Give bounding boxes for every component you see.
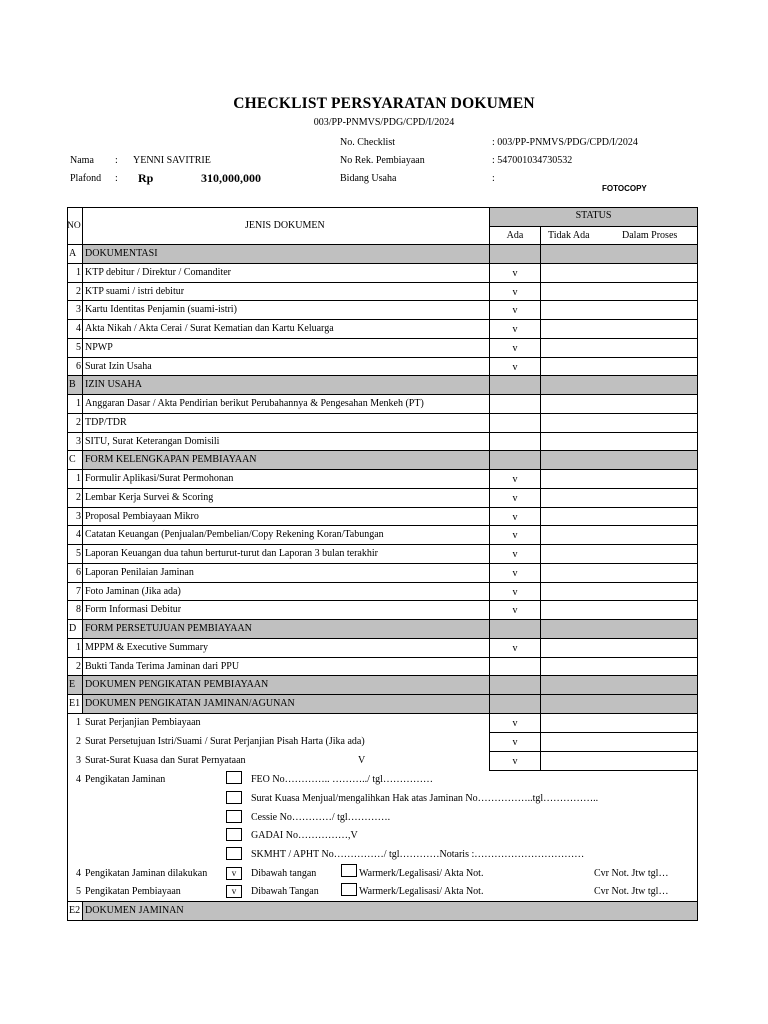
ada-check: v — [512, 568, 518, 579]
row-number: 2 — [76, 286, 81, 297]
covernote-option: Cvr Not. Jtw tgl… — [594, 868, 669, 879]
section-code: E1 — [69, 698, 81, 709]
row-number: 4 — [76, 774, 81, 785]
dibawah-tangan-option: Dibawah tangan — [251, 868, 317, 879]
dibawah-tangan-pembiayaan-checkbox[interactable]: v — [226, 885, 242, 898]
row-label: Anggaran Dasar / Akta Pendirian berikut Perubahannya & Pengesahan Menkeh (PT) — [85, 398, 424, 409]
row-label: NPWP — [85, 342, 113, 353]
feo-option: FEO No………….. ………../ tgl…………… — [251, 774, 433, 785]
section-title: FORM PERSETUJUAN PEMBIAYAAN — [85, 623, 252, 634]
warmerk-checkbox[interactable] — [341, 864, 357, 877]
ada-check: v — [512, 587, 518, 598]
row-number: 2 — [76, 417, 81, 428]
bidang-usaha-value: : — [492, 173, 495, 184]
ada-check: v — [512, 493, 518, 504]
row-label: Laporan Penilaian Jaminan — [85, 567, 194, 578]
ada-check: v — [512, 343, 518, 354]
warmerk-option: Warmerk/Legalisasi/ Akta Not. — [359, 868, 484, 879]
row-number: 4 — [76, 529, 81, 540]
row-label: Formulir Aplikasi/Surat Permohonan — [85, 473, 234, 484]
plafond-value: 310,000,000 — [201, 171, 261, 185]
row-number: 1 — [76, 267, 81, 278]
section-title: FORM KELENGKAPAN PEMBIAYAAN — [85, 454, 257, 465]
row-number: 3 — [76, 436, 81, 447]
section-code: E2 — [69, 905, 81, 916]
section-title: DOKUMENTASI — [85, 248, 158, 259]
row-label: Catatan Keuangan (Penjualan/Pembelian/Copy Rekening Koran/Tabungan — [85, 529, 384, 540]
header-jenis-dokumen: JENIS DOKUMEN — [245, 220, 325, 231]
row-label: Akta Nikah / Akta Cerai / Surat Kematian dan Kartu Keluarga — [85, 323, 334, 334]
row-label: Laporan Keuangan dua tahun berturut-turut dan Laporan 3 bulan terakhir — [85, 548, 378, 559]
row-label: Foto Jaminan (Jika ada) — [85, 586, 181, 597]
section-title: DOKUMEN JAMINAN — [85, 905, 184, 916]
dibawah-tangan-pembiayaan-option: Dibawah Tangan — [251, 886, 319, 897]
header-no: NO — [67, 221, 81, 231]
gadai-checkbox[interactable] — [226, 828, 242, 841]
cessie-option: Cessie No…………/ tgl…………. — [251, 812, 391, 823]
row-number: 1 — [76, 717, 81, 728]
warmerk-pembiayaan-checkbox[interactable] — [341, 883, 357, 896]
row-label: Surat-Surat Kuasa dan Surat Pernyataan — [85, 755, 246, 766]
row-number: 5 — [76, 886, 81, 897]
ada-check: v — [512, 643, 518, 654]
row-extra-mark: V — [358, 755, 366, 766]
row-label: MPPM & Executive Summary — [85, 642, 209, 653]
ada-check: v — [512, 756, 518, 767]
ada-check: v — [512, 512, 518, 523]
bidang-usaha-label: Bidang Usaha — [340, 173, 397, 184]
gadai-option: GADAI No……………,V — [251, 830, 358, 841]
section-title: DOKUMEN PENGIKATAN JAMINAN/AGUNAN — [85, 698, 295, 709]
row-number: 3 — [76, 304, 81, 315]
row-number: 6 — [76, 567, 81, 578]
row-number: 3 — [76, 755, 81, 766]
no-rek-value: : 547001034730532 — [492, 155, 573, 166]
skmht-checkbox[interactable] — [226, 847, 242, 860]
row-label: KTP suami / istri debitur — [85, 286, 185, 297]
page-title: CHECKLIST PERSYARATAN DOKUMEN — [233, 95, 535, 112]
ada-check: v — [512, 605, 518, 616]
surat-kuasa-checkbox[interactable] — [226, 791, 242, 804]
ada-check: v — [512, 305, 518, 316]
nama-separator: : — [115, 155, 118, 166]
fotocopy-label: FOTOCOPY — [602, 184, 647, 193]
row-label: KTP debitur / Direktur / Comanditer — [85, 267, 231, 278]
ada-check: v — [512, 549, 518, 560]
row-number: 1 — [76, 398, 81, 409]
row-number: 5 — [76, 548, 81, 559]
row-label: Form Informasi Debitur — [85, 604, 182, 615]
document-code: 003/PP-PNMVS/PDG/CPD/I/2024 — [313, 117, 455, 128]
plafond-currency: Rp — [138, 171, 154, 185]
plafond-label: Plafond — [70, 173, 102, 184]
skmht-option: SKMHT / APHT No……………/ tgl…………Notaris :…………………………… — [251, 849, 585, 860]
header-tidak-ada: Tidak Ada — [548, 230, 590, 241]
header-dalam-proses: Dalam Proses — [622, 230, 678, 241]
plafond-separator: : — [115, 173, 118, 184]
no-checklist-value: : 003/PP-PNMVS/PDG/CPD/I/2024 — [492, 137, 638, 148]
ada-check: v — [512, 287, 518, 298]
covernote-pembiayaan-option: Cvr Not. Jtw tgl… — [594, 886, 669, 897]
row-number: 8 — [76, 604, 81, 615]
row-number: 4 — [76, 868, 81, 879]
ada-check: v — [512, 737, 518, 748]
nama-label: Nama — [70, 155, 94, 166]
row-label: Surat Persetujuan Istri/Suami / Surat Perjanjian Pisah Harta (Jika ada) — [85, 736, 365, 747]
row-number: 4 — [76, 323, 81, 334]
row-label: Lembar Kerja Survei & Scoring — [85, 492, 214, 503]
ada-check: v — [512, 474, 518, 485]
row-label: SITU, Surat Keterangan Domisili — [85, 436, 220, 447]
pengikatan-pembiayaan-label: Pengikatan Pembiayaan — [85, 886, 181, 897]
row-label: Kartu Identitas Penjamin (suami-istri) — [85, 304, 237, 315]
row-number: 6 — [76, 361, 81, 372]
ada-check: v — [512, 268, 518, 279]
ada-check: v — [512, 530, 518, 541]
ada-check: v — [512, 718, 518, 729]
no-rek-label: No Rek. Pembiayaan — [340, 155, 425, 166]
header-ada: Ada — [506, 230, 524, 241]
section-title: IZIN USAHA — [85, 379, 142, 390]
warmerk-pembiayaan-option: Warmerk/Legalisasi/ Akta Not. — [359, 886, 484, 897]
section-code: B — [69, 379, 76, 390]
row-number: 2 — [76, 492, 81, 503]
cessie-checkbox[interactable] — [226, 810, 242, 823]
row-number: 2 — [76, 661, 81, 672]
row-number: 5 — [76, 342, 81, 353]
row-number: 1 — [76, 473, 81, 484]
row-number: 7 — [76, 586, 81, 597]
row-label: Proposal Pembiayaan Mikro — [85, 511, 199, 522]
pengikatan-jaminan-label: Pengikatan Jaminan — [85, 774, 166, 785]
feo-checkbox[interactable] — [226, 771, 242, 784]
row-number: 2 — [76, 736, 81, 747]
ada-check: v — [512, 324, 518, 335]
no-checklist-label: No. Checklist — [340, 137, 395, 148]
nama-value: YENNI SAVITRIE — [133, 155, 211, 166]
pengikatan-dilakukan-label: Pengikatan Jaminan dilakukan — [85, 868, 208, 879]
section-code: A — [69, 248, 77, 259]
row-label: Surat Perjanjian Pembiayaan — [85, 717, 201, 728]
row-number: 1 — [76, 642, 81, 653]
ada-check: v — [512, 362, 518, 373]
row-number: 3 — [76, 511, 81, 522]
surat-kuasa-option: Surat Kuasa Menjual/mengalihkan Hak atas Jaminan No……………..tgl…………….. — [251, 793, 599, 804]
row-label: Surat Izin Usaha — [85, 361, 152, 372]
section-code: E — [69, 679, 76, 690]
section-code: C — [69, 454, 76, 465]
header-status: STATUS — [575, 210, 612, 221]
section-title: DOKUMEN PENGIKATAN PEMBIAYAAN — [85, 679, 269, 690]
row-label: Bukti Tanda Terima Jaminan dari PPU — [85, 661, 240, 672]
section-code: D — [69, 623, 77, 634]
dibawah-tangan-checkbox[interactable]: v — [226, 867, 242, 880]
row-label: TDP/TDR — [85, 417, 127, 428]
